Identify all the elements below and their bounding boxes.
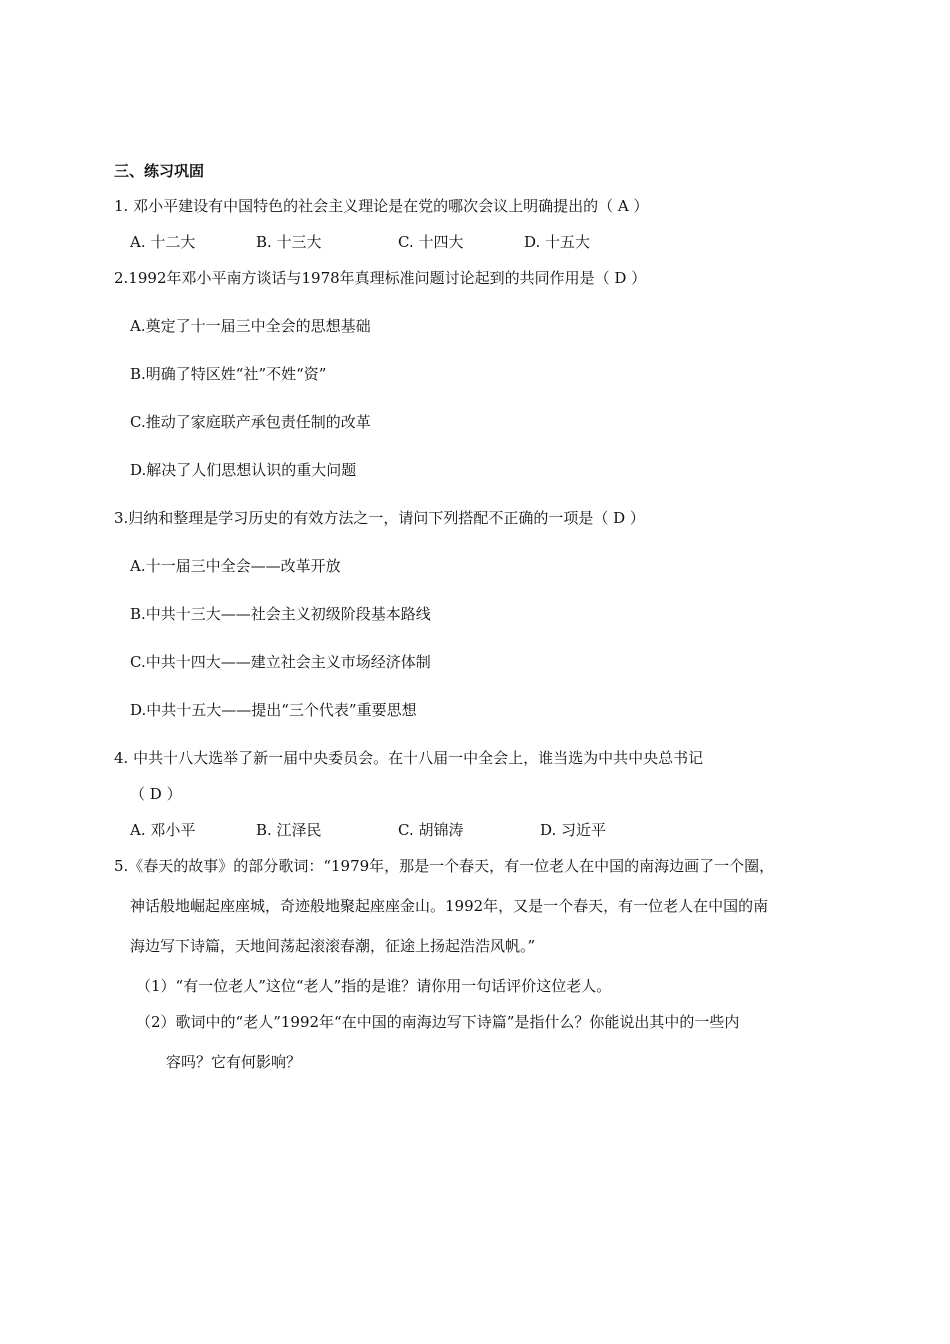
question-5-sub-2-line-2: 容吗？它有何影响？ [166,1053,302,1071]
question-3-option-d: D.中共十五大——提出“三个代表”重要思想 [130,701,417,719]
question-4-option-b: B. 江泽民 [256,821,322,839]
question-3-stem: 3.归纳和整理是学习历史的有效方法之一，请问下列搭配不正确的一项是（ D ） [114,509,645,527]
section-title: 三、练习巩固 [114,162,205,180]
question-1-option-c: C. 十四大 [398,233,464,251]
question-5-line-1: 5.《春天的故事》的部分歌词：“1979年，那是一个春天，有一位老人在中国的南海边画了一个圈， [114,857,775,875]
question-1-option-b: B. 十三大 [256,233,322,251]
question-3-option-c: C.中共十四大——建立社会主义市场经济体制 [130,653,431,671]
question-1-stem: 1. 邓小平建设有中国特色的社会主义理论是在党的哪次会议上明确提出的（ A ） [114,197,649,215]
question-3-option-b: B.中共十三大——社会主义初级阶段基本路线 [130,605,431,623]
question-2-option-b: B.明确了特区姓“社”不姓“资” [130,365,327,383]
question-4-stem: 4. 中共十八大选举了新一届中央委员会。在十八届一中全会上，谁当选为中共中央总书记 [114,749,704,767]
question-5-line-2: 神话般地崛起座座城，奇迹般地聚起座座金山。1992年，又是一个春天，有一位老人在中国的南 [130,897,769,915]
question-4-option-d: D. 习近平 [540,821,607,839]
question-2-stem: 2.1992年邓小平南方谈话与1978年真理标准问题讨论起到的共同作用是（ D ） [114,269,647,287]
question-3-option-a: A.十一届三中全会——改革开放 [130,557,341,575]
question-5-sub-1: （1）“有一位老人”这位“老人”指的是谁？请你用一句话评价这位老人。 [136,977,612,995]
question-2-option-a: A.奠定了十一届三中全会的思想基础 [130,317,371,335]
question-2-option-c: C.推动了家庭联产承包责任制的改革 [130,413,371,431]
question-4-option-c: C. 胡锦涛 [398,821,464,839]
question-5-sub-2-line-1: （2）歌词中的“老人”1992年“在中国的南海边写下诗篇”是指什么？你能说出其中的一些内 [136,1013,740,1031]
question-4-option-a: A. 邓小平 [130,821,196,839]
question-5-line-3: 海边写下诗篇，天地间荡起滚滚春潮，征途上扬起浩浩风帆。” [130,937,536,955]
question-1-option-a: A. 十二大 [130,233,196,251]
question-4-answer: （ D ） [130,785,182,803]
question-1-option-d: D. 十五大 [524,233,591,251]
question-2-option-d: D.解决了人们思想认识的重大问题 [130,461,357,479]
